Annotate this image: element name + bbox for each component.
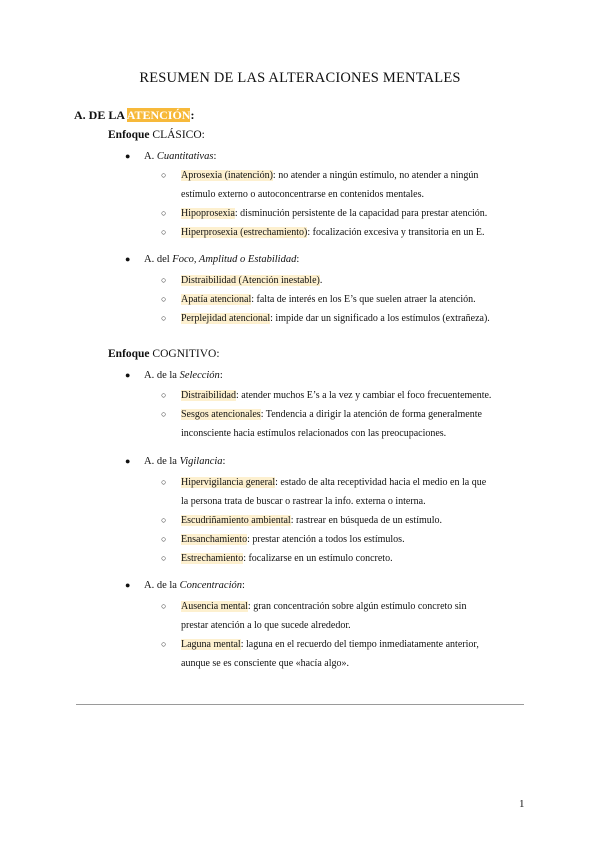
enfoque-name: COGNITIVO bbox=[149, 348, 217, 360]
bullet-icon: ● bbox=[125, 254, 131, 264]
circle-bullet-icon: ○ bbox=[161, 170, 167, 180]
item-term: Ausencia mental bbox=[181, 601, 248, 612]
group-heading bbox=[125, 370, 223, 381]
list-item bbox=[161, 405, 527, 443]
circle-bullet-icon: ○ bbox=[161, 227, 167, 237]
list-item bbox=[161, 290, 527, 309]
circle-bullet-icon: ○ bbox=[161, 639, 167, 649]
list-item bbox=[161, 204, 527, 223]
list-item bbox=[161, 511, 527, 530]
list-item bbox=[161, 549, 527, 568]
circle-bullet-icon: ○ bbox=[161, 409, 167, 419]
group-prefix: A. del bbox=[144, 254, 173, 265]
item-text: : Tendencia a dirigir la atención de forma generalmente bbox=[260, 409, 482, 420]
enfoque-name: CLÁSICO bbox=[149, 129, 202, 141]
item-term: Sesgos atencionales bbox=[181, 409, 261, 420]
item-text: : disminución persistente de la capacidad para prestar atención. bbox=[234, 208, 488, 219]
list-item bbox=[161, 223, 527, 242]
page-number: 1 bbox=[519, 798, 525, 810]
item-text: : gran concentración sobre algún estímulo concreto sin bbox=[247, 601, 467, 612]
bullet-icon: ● bbox=[125, 456, 131, 466]
item-text-cont: prestar atención a lo que sucede alrededor. bbox=[181, 620, 351, 631]
item-term: Distraibilidad bbox=[181, 390, 236, 401]
circle-bullet-icon: ○ bbox=[161, 601, 167, 611]
bullet-icon: ● bbox=[125, 580, 131, 590]
circle-bullet-icon: ○ bbox=[161, 515, 167, 525]
group-suffix: : bbox=[241, 580, 245, 591]
item-text: : prestar atención a todos los estímulos. bbox=[247, 534, 405, 545]
list-item bbox=[161, 386, 527, 405]
item-term: Perplejidad atencional bbox=[181, 313, 271, 324]
enfoque-cognitivo-heading bbox=[108, 348, 220, 360]
horizontal-divider bbox=[76, 704, 524, 705]
list-item bbox=[161, 309, 527, 328]
bullet-icon: ● bbox=[125, 151, 131, 161]
list-item bbox=[161, 597, 527, 635]
enfoque-clasico-heading bbox=[108, 129, 205, 141]
section-suffix: : bbox=[190, 108, 195, 122]
item-term: Hipervigilancia general bbox=[181, 477, 276, 488]
list-item bbox=[161, 635, 527, 673]
circle-bullet-icon: ○ bbox=[161, 553, 167, 563]
section-prefix: A. DE LA bbox=[74, 108, 127, 122]
item-text: : estado de alta receptividad hacia el medio en la que bbox=[275, 477, 487, 488]
item-text: : no atender a ningún estímulo, no atender a ningún bbox=[272, 170, 479, 181]
item-term: Hiperprosexia (estrechamiento) bbox=[181, 227, 308, 238]
enfoque-label: Enfoque bbox=[108, 129, 150, 141]
section-highlight: ATENCIÓN bbox=[126, 108, 191, 122]
circle-bullet-icon: ○ bbox=[161, 294, 167, 304]
item-term: Hipoprosexia bbox=[181, 208, 235, 219]
enfoque-label: Enfoque bbox=[108, 348, 150, 360]
item-text: : focalizarse en un estímulo concreto. bbox=[243, 553, 393, 564]
bullet-icon: ● bbox=[125, 370, 131, 380]
item-text-cont: la persona trata de buscar o rastrear la info. externa o interna. bbox=[181, 496, 426, 507]
list-item bbox=[161, 166, 527, 204]
group-italic: Foco, Amplitud o Estabilidad bbox=[172, 254, 297, 265]
item-term: Laguna mental bbox=[181, 639, 241, 650]
item-text-cont: aunque se es consciente que «hacía algo». bbox=[181, 658, 349, 669]
enfoque-colon: : bbox=[201, 129, 205, 141]
group-italic: Concentración bbox=[179, 580, 242, 591]
group-suffix: : bbox=[213, 151, 217, 162]
item-term: Estrechamiento bbox=[181, 553, 244, 564]
circle-bullet-icon: ○ bbox=[161, 390, 167, 400]
circle-bullet-icon: ○ bbox=[161, 208, 167, 218]
list-item bbox=[161, 271, 527, 290]
item-text: . bbox=[319, 275, 323, 286]
circle-bullet-icon: ○ bbox=[161, 275, 167, 285]
group-italic: Selección bbox=[179, 370, 220, 381]
page-title: RESUMEN DE LAS ALTERACIONES MENTALES bbox=[139, 70, 461, 86]
group-prefix: A. de la bbox=[144, 370, 180, 381]
item-text-cont: estímulo externo o autoconcentrarse en contenidos mentales. bbox=[181, 189, 424, 200]
circle-bullet-icon: ○ bbox=[161, 477, 167, 487]
list-item bbox=[161, 473, 527, 511]
group-prefix: A. bbox=[144, 151, 157, 162]
group-italic: Vigilancia bbox=[179, 456, 223, 467]
group-heading bbox=[125, 580, 245, 591]
item-term: Aprosexia (inatención) bbox=[181, 170, 273, 181]
item-text: : falta de interés en los E’s que suelen atraer la atención. bbox=[251, 294, 476, 305]
group-suffix: : bbox=[222, 456, 226, 467]
circle-bullet-icon: ○ bbox=[161, 313, 167, 323]
group-heading bbox=[125, 456, 226, 467]
item-text: : atender muchos E’s a la vez y cambiar el foco frecuentemente. bbox=[236, 390, 492, 401]
item-text: : laguna en el recuerdo del tiempo inmediatamente anterior, bbox=[240, 639, 479, 650]
group-heading bbox=[125, 151, 217, 162]
item-text: : focalización excesiva y transitoria en un E. bbox=[307, 227, 485, 238]
item-text: : impide dar un significado a los estímulos (extrañeza). bbox=[270, 313, 490, 324]
group-prefix: A. de la bbox=[144, 456, 180, 467]
section-heading bbox=[74, 108, 194, 123]
group-suffix: : bbox=[219, 370, 223, 381]
item-term: Apatía atencional bbox=[181, 294, 252, 305]
item-text: : rastrear en búsqueda de un estímulo. bbox=[290, 515, 443, 526]
list-item bbox=[161, 530, 527, 549]
circle-bullet-icon: ○ bbox=[161, 534, 167, 544]
group-prefix: A. de la bbox=[144, 580, 180, 591]
item-term: Escudriñamiento ambiental bbox=[181, 515, 291, 526]
group-heading bbox=[125, 254, 300, 265]
group-suffix: : bbox=[296, 254, 300, 265]
group-italic: Cuantitativas bbox=[156, 151, 214, 162]
item-text-cont: inconsciente hacia estímulos relacionados con las preocupaciones. bbox=[181, 428, 447, 439]
item-term: Distraibilidad (Atención inestable) bbox=[181, 275, 320, 286]
enfoque-colon: : bbox=[216, 348, 220, 360]
item-term: Ensanchamiento bbox=[181, 534, 248, 545]
